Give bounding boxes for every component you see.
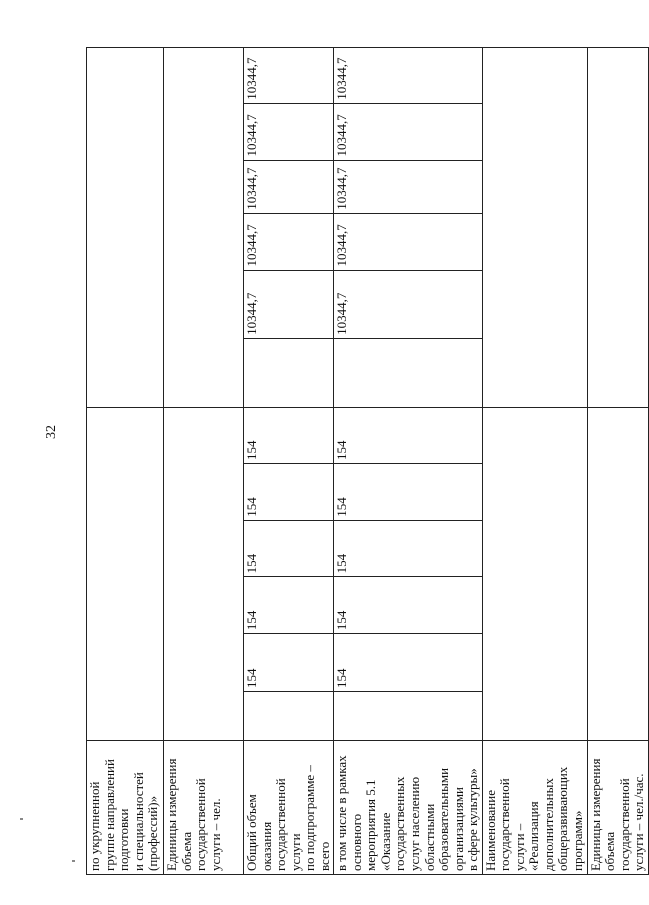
table-cell	[244, 692, 334, 741]
row-label: Наименование государственной услуги – «Реализация дополнительных общеразвивающих программ»	[482, 740, 587, 874]
table-cell: 154	[334, 520, 482, 577]
table-cell: 154	[334, 634, 482, 692]
table-cell: 10344,7	[334, 160, 482, 213]
row-label: Единицы измерения объема государственной услуги – чел./час.	[587, 740, 648, 874]
table-cell: 154	[334, 408, 482, 464]
scan-mark	[72, 860, 75, 862]
table-cell: 10344,7	[244, 213, 334, 270]
table-cell: 154	[244, 520, 334, 577]
table-cell: 10344,7	[334, 213, 482, 270]
empty-cell-merged	[164, 48, 244, 408]
table-row	[164, 48, 244, 875]
table-cell: 10344,7	[334, 103, 482, 160]
table-cell: 154	[244, 577, 334, 634]
table-cell	[334, 692, 482, 741]
scan-mark	[20, 818, 23, 820]
empty-cell-merged	[587, 48, 648, 408]
row-label: в том числе в рамках основного мероприятия 5.1 «Оказание государственных услуг населению областными образовательными организациями в сфере культуры»	[334, 740, 482, 874]
table-row	[244, 48, 334, 875]
empty-cell-merged	[587, 408, 648, 740]
page-number: 32	[44, 425, 59, 439]
table-cell: 154	[244, 634, 334, 692]
table-cell	[334, 338, 482, 407]
table-row	[87, 48, 164, 875]
empty-cell-merged	[87, 408, 164, 740]
table-cell: 10344,7	[244, 103, 334, 160]
table-cell: 10344,7	[244, 48, 334, 104]
table-cell: 10344,7	[334, 270, 482, 338]
table-cell: 10344,7	[244, 270, 334, 338]
row-label: Общий объем оказания государственной услуги по подпрограмме – всего	[244, 740, 334, 874]
empty-cell-merged	[164, 408, 244, 740]
empty-cell-merged	[482, 48, 587, 408]
empty-cell-merged	[87, 48, 164, 408]
table-cell: 10344,7	[334, 48, 482, 104]
rotated-table-wrapper	[86, 47, 647, 875]
row-label: по укрупненной группе направлений подготовки и специальностей (профессий)»	[87, 740, 164, 874]
table-row	[334, 48, 482, 875]
table-cell: 10344,7	[244, 160, 334, 213]
row-label: Единицы измерения объема государственной услуги – чел.	[164, 740, 244, 874]
table-cell: 154	[244, 463, 334, 520]
table-cell: 154	[244, 408, 334, 464]
table-cell	[244, 338, 334, 407]
table-cell: 154	[334, 463, 482, 520]
empty-cell-merged	[482, 408, 587, 740]
table-row	[587, 48, 648, 875]
table-cell: 154	[334, 577, 482, 634]
table-row	[482, 48, 587, 875]
budget-table	[86, 47, 649, 875]
